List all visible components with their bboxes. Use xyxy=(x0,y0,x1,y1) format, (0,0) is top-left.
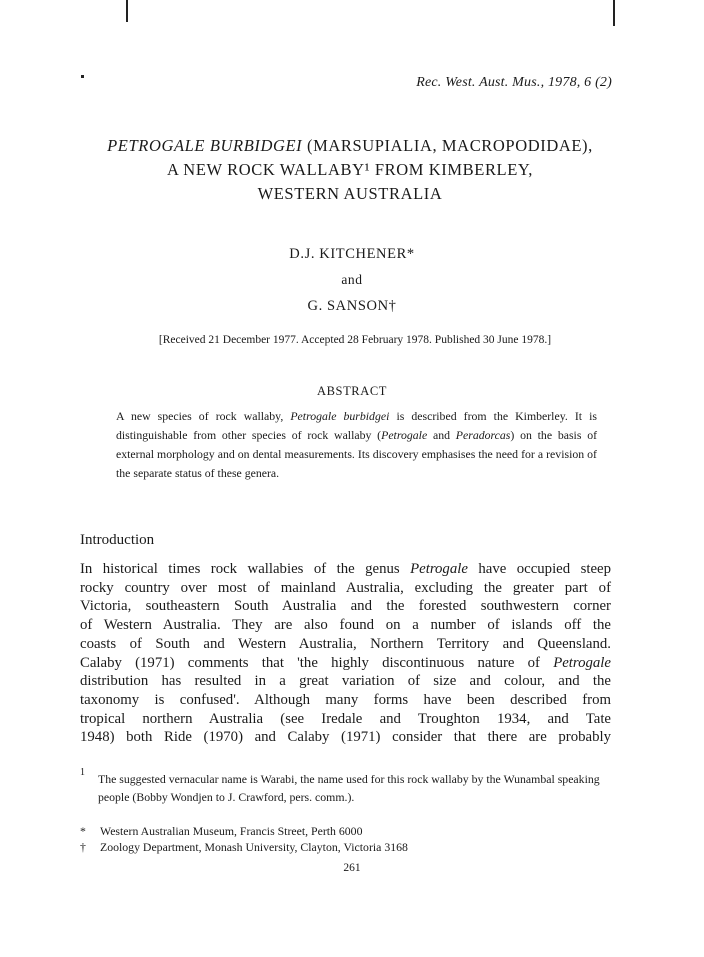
intro-line: of Western Australia. They are also found on a number of islands off the xyxy=(80,617,611,634)
abstract-text-run: and xyxy=(427,428,456,442)
journal-reference: Rec. West. Aust. Mus., 1978, 6 (2) xyxy=(416,75,612,90)
abstract-italic-run: Peradorcas xyxy=(455,428,511,442)
intro-line: rocky country over most of mainland Australia, excluding the greater part of xyxy=(80,579,611,596)
intro-line: distribution has resulted in a great variation of size and colour, and the xyxy=(80,673,611,690)
abstract-italic-run: Petrogale xyxy=(381,428,428,442)
intro-line: 1948) both Ride (1970) and Calaby (1971) consider that there are probably xyxy=(80,729,611,746)
intro-line: Calaby (1971) comments that 'the highly discontinuous nature of Petrogale xyxy=(80,654,611,671)
abstract-heading: ABSTRACT xyxy=(316,384,388,398)
affiliation-symbol: † xyxy=(80,840,86,854)
abstract-text-run: is described from the Kimberley. It is distinguishable from other species of rock wallaby ( xyxy=(116,409,597,442)
scan-dot xyxy=(81,75,84,78)
received-dates: [Received 21 December 1977. Accepted 28 February 1978. Published 30 June 1978.] xyxy=(158,334,552,346)
intro-line: Victoria, southeastern South Australia and the forested southwestern corner xyxy=(80,598,611,615)
title-line-1 xyxy=(80,134,620,158)
footnote-text: The suggested vernacular name is Warabi, the name used for this rock wallaby by the Wunambal speaking people (Bobby Wondjen to J. Crawford, pers. comm.). xyxy=(98,772,600,804)
page-number: 261 xyxy=(343,862,361,874)
abstract-text xyxy=(116,407,597,483)
intro-line: In historical times rock wallabies of the genus Petrogale have occupied steep xyxy=(80,561,611,577)
affiliation-symbol: * xyxy=(80,824,86,838)
affiliation-text: Western Australian Museum, Francis Street, Perth 6000 xyxy=(100,824,363,838)
section-heading-introduction: Introduction xyxy=(80,532,155,548)
intro-line: coasts of South and Western Australia, Northern Territory and Queensland. xyxy=(80,635,611,652)
paper-title xyxy=(80,134,620,206)
affiliation-1 xyxy=(80,824,362,839)
abstract-text-run: A new species of rock wallaby, xyxy=(116,409,291,423)
title-species-name: PETROGALE BURBIDGEI xyxy=(107,136,303,155)
affiliation-text: Zoology Department, Monash University, Clayton, Victoria 3168 xyxy=(100,840,408,854)
footnote xyxy=(80,767,611,806)
title-classification: (MARSUPIALIA, MACROPODIDAE), xyxy=(302,136,593,155)
author-conjunction: and xyxy=(341,272,363,287)
title-line-3: WESTERN AUSTRALIA xyxy=(257,184,443,203)
footnote-marker: 1 xyxy=(80,767,85,778)
author-1: D.J. KITCHENER* xyxy=(289,246,415,262)
title-line-2: A NEW ROCK WALLABY¹ FROM KIMBERLEY, xyxy=(166,160,534,179)
scan-edge-mark xyxy=(126,0,128,22)
scan-edge-mark xyxy=(613,0,615,26)
intro-line: taxonomy is confused'. Although many forms have been described from xyxy=(80,691,611,708)
affiliation-2 xyxy=(80,840,408,855)
introduction-text xyxy=(80,560,611,747)
abstract-text-run: ) on the basis of external morphology and on dental measurements. Its discovery emphasises the need for a revision of the separate status of these genera. xyxy=(116,428,598,480)
abstract-italic-run: Petrogale burbidgei xyxy=(290,409,390,423)
intro-line: tropical northern Australia (see Iredale and Troughton 1934, and Tate xyxy=(80,710,611,727)
author-2: G. SANSON† xyxy=(307,298,397,314)
